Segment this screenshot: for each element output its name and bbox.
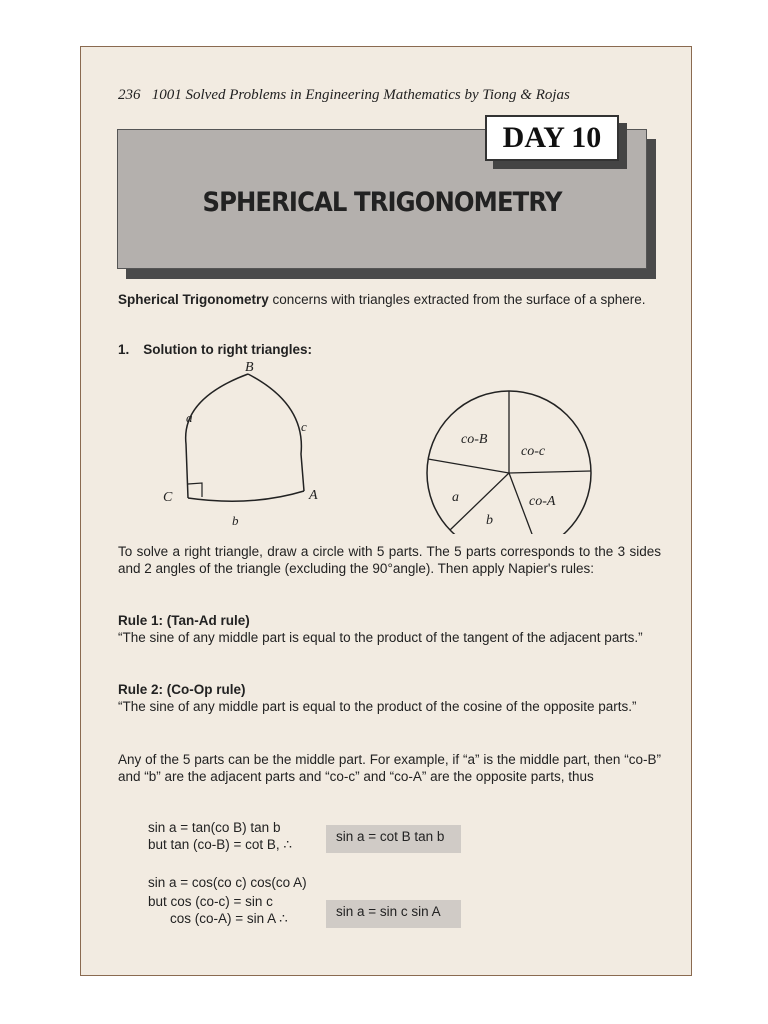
eq2-line3: cos (co-A) = sin A ∴ xyxy=(170,911,288,926)
eq2-result: sin a = sin c sin A xyxy=(326,900,461,928)
side-a-arc xyxy=(186,374,248,498)
side-b-label: b xyxy=(232,513,239,528)
rule2-text: “The sine of any middle part is equal to the product of the cosine of the opposite parts.” xyxy=(118,699,637,714)
spherical-triangle xyxy=(163,360,318,528)
book-page xyxy=(80,46,692,976)
part-b: b xyxy=(486,513,493,528)
intro-rest: concerns with triangles extracted from the surface of a sphere. xyxy=(268,292,646,307)
eq2-line1: sin a = cos(co c) cos(co A) xyxy=(148,875,307,890)
part-a: a xyxy=(452,490,459,505)
eq1-line1: sin a = tan(co B) tan b xyxy=(148,820,281,835)
side-a-label: a xyxy=(186,410,193,425)
side-c-arc xyxy=(248,374,304,491)
section-heading xyxy=(118,342,326,357)
vertex-A: A xyxy=(309,488,318,503)
eq1-line2: but tan (co-B) = cot B, ∴ xyxy=(148,837,293,852)
part-co-c: co-c xyxy=(521,444,546,459)
example-paragraph: Any of the 5 parts can be the middle part. For example, if “a” is the middle part, then “co-B” and “b” are the adjacent parts and “co-c” and “co-A” are the opposite parts, thus xyxy=(118,752,661,784)
chapter-title: SPHERICAL TRIGONOMETRY xyxy=(202,187,562,218)
side-b-arc xyxy=(188,491,304,501)
intro-paragraph xyxy=(118,291,661,308)
vertex-C: C xyxy=(163,490,173,505)
book-title: 1001 Solved Problems in Engineering Mathematics by Tiong & Rojas xyxy=(151,87,570,103)
eq1-result: sin a = cot B tan b xyxy=(326,825,461,853)
rule1-text: “The sine of any middle part is equal to the product of the tangent of the adjacent parts.” xyxy=(118,630,643,645)
eq2-line2: but cos (co-c) = sin c xyxy=(148,894,273,909)
diagrams xyxy=(141,359,681,534)
right-angle-mark xyxy=(188,483,202,497)
page-number: 236 xyxy=(118,87,141,103)
napier-circle xyxy=(427,391,591,534)
part-co-B: co-B xyxy=(461,432,488,447)
side-c-label: c xyxy=(301,419,307,434)
section-number: 1. xyxy=(118,342,130,357)
rule1-title: Rule 1: (Tan-Ad rule) xyxy=(118,613,250,628)
running-head xyxy=(118,87,570,104)
day-label: DAY 10 xyxy=(485,115,619,161)
divider-2 xyxy=(509,471,591,473)
vertex-B: B xyxy=(245,360,254,375)
section-title: Solution to right triangles: xyxy=(143,342,313,357)
rule2-title: Rule 2: (Co-Op rule) xyxy=(118,682,246,697)
intro-term: Spherical Trigonometry xyxy=(118,292,269,307)
divider-5 xyxy=(428,459,509,473)
explanation-paragraph: To solve a right triangle, draw a circle with 5 parts. The 5 parts corresponds to the 3 sides and 2 angles of the triangle (excluding the 90°angle). Then apply Napier's rules: xyxy=(118,544,661,576)
part-co-A: co-A xyxy=(529,494,556,509)
